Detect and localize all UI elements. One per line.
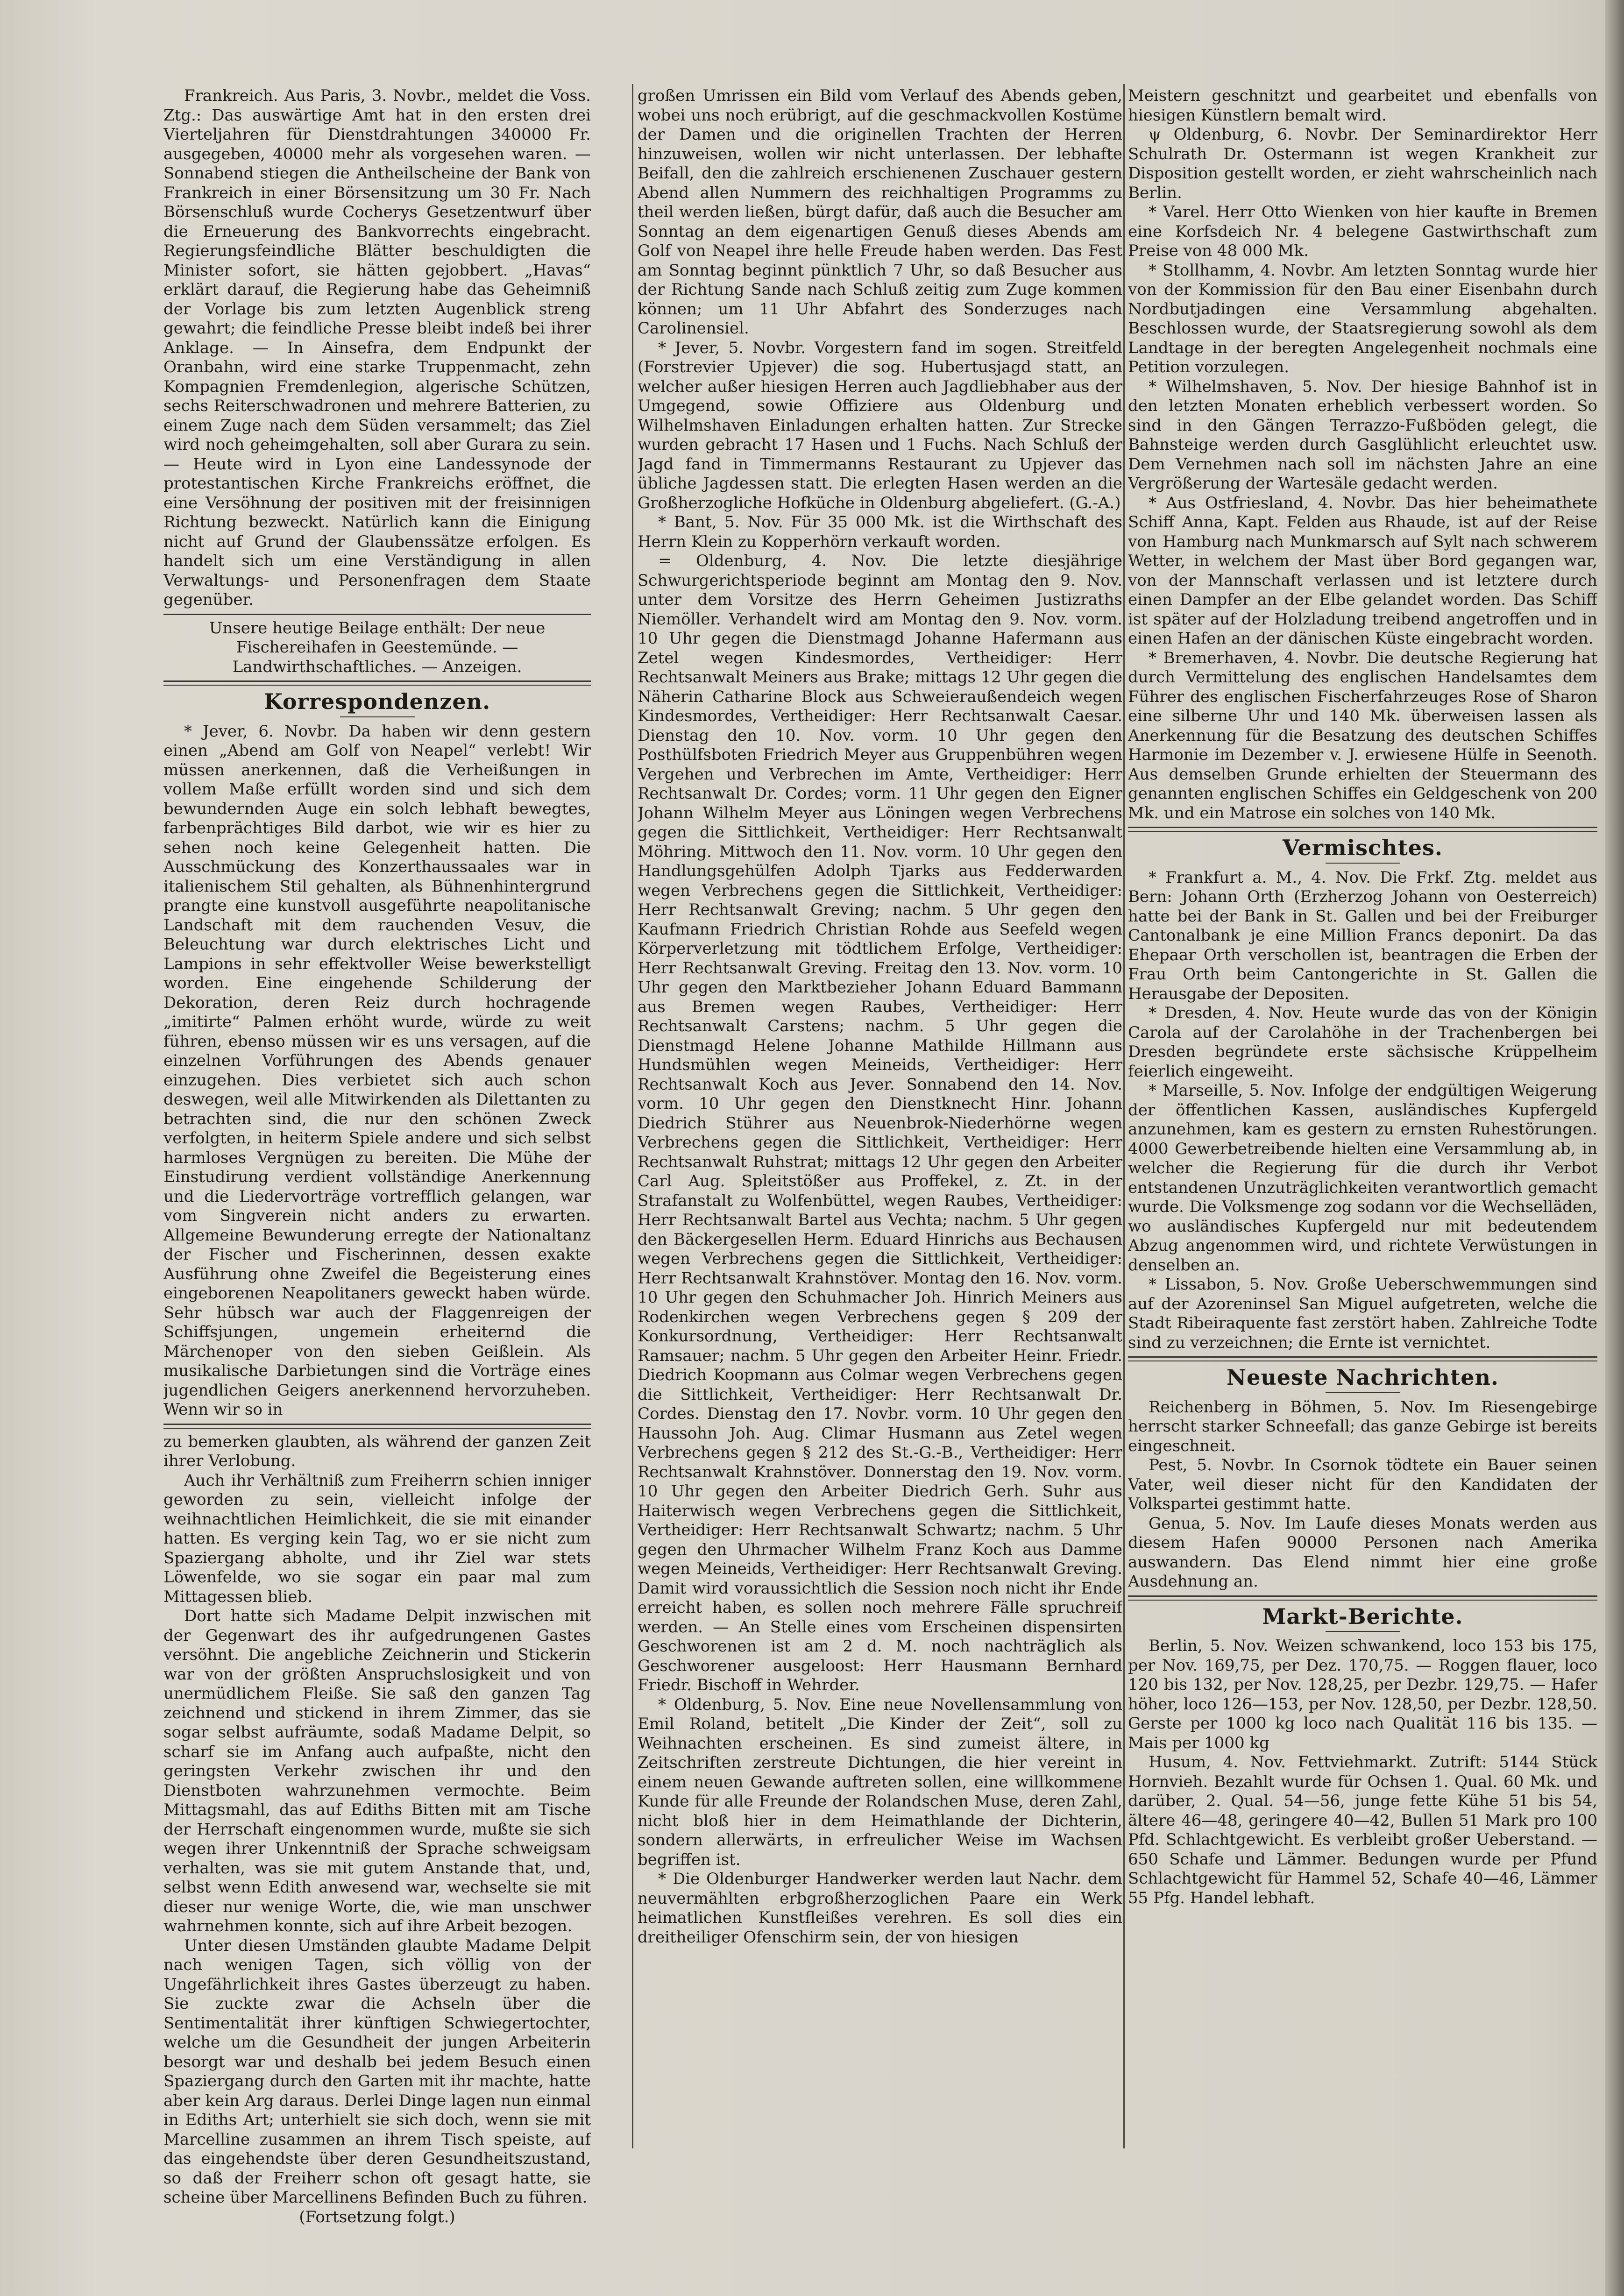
article-pest: Pest, 5. Novbr. In Csornok tödtete ein Bauer seinen Vater, weil dieser nicht für den Kandidaten der Volkspartei gestimmt hatte. — [1128, 1456, 1597, 1513]
article-marseille: * Marseille, 5. Nov. Infolge der endgültigen Weigerung der öffentlichen Kassen, ausländisches Kupfergeld anzunehmen, kam es gestern zu ernsten Ruhestörungen. 4000 Gewerbetreibende hielten eine Versammlung ab, in welcher die Regierung für die durch ihr Verbot entstandenen Unzuträglichkeiten verantwortlich gemacht wurde. Die Volksmenge zog sodann vor die Wechselläden, wo ausländisches Kupfergeld nur mit bedeutendem Abzug angenommen wird, und richtete Verwüstungen in denselben an. — [1128, 1081, 1597, 1275]
article-stollhamm: * Stollhamm, 4. Novbr. Am letzten Sonntag wurde hier von der Kommission für den Bau einer Eisenbahn durch Nordbutjadingen eine Versammlung abgehalten. Beschlossen wurde, der Staatsregierung sowohl als dem Landtage in der beregten Angelegenheit nochmals eine Petition vorzulegen. — [1128, 261, 1597, 376]
feuilleton-paragraph: zu bemerken glaubten, als während der ganzen Zeit ihrer Verlobung. — [163, 1432, 591, 1470]
article-oldenburg-seminar: ψ Oldenburg, 6. Novbr. Der Seminardirektor Herr Schulrath Dr. Ostermann ist wegen Krankheit zur Disposition gestellt worden, er zieht wahrscheinlich nach Berlin. — [1128, 125, 1597, 202]
article-bremerhaven: * Bremerhaven, 4. Novbr. Die deutsche Regierung hat durch Vermittelung des englischen Handelsamtes dem Führer des englischen Fischerfahrzeuges Rose of Sharon eine silberne Uhr und 140 Mk. überweisen lassen als Anerkennung für die Besatzung des deutschen Schiffes Harmonie im Dezember v. J. erwiesene Hülfe in Seenoth. Aus demselben Grunde erhielten der Steuermann des genannten englischen Schiffes ein Geldgeschenk von 200 Mk. und ein Matrose ein solches von 140 Mk. — [1128, 648, 1597, 822]
divider — [1128, 827, 1597, 832]
article-varel: * Varel. Herr Otto Wienken von hier kaufte in Bremen eine Korfsdeich Nr. 4 belegene Gastwirthschaft zum Preise von 48 000 Mk. — [1128, 203, 1597, 260]
section-heading-markt: Markt-Berichte. — [1262, 1603, 1463, 1629]
article-jever-jagd: * Jever, 5. Novbr. Vorgestern fand im sogen. Streitfeld (Forstrevier Upjever) die sog. Hubertusjagd statt, an welcher außer hiesigen Herren auch Jagdliebhaber aus der Umgegend, sowie Offiziere aus Oldenburg und Wilhelmshaven Einladungen erhalten hatten. Zur Strecke wurden gebracht 17 Hasen und 1 Fuchs. Nach Schluß der Jagd fand in Timmermanns Restaurant zu Upjever das übliche Jagdessen statt. Die erlegten Hasen werden an die Großherzogliche Hofküche in Oldenburg abgeliefert. (G.-A.) — [638, 338, 1122, 512]
heading-underline — [340, 716, 415, 717]
page-binding-edge — [1605, 0, 1624, 2296]
divider — [163, 680, 591, 686]
article-reichenberg: Reichenberg in Böhmen, 5. Nov. Im Riesengebirge herrscht starker Schneefall; das ganze Gebirge ist bereits eingeschneit. — [1128, 1397, 1597, 1455]
market-husum: Husum, 4. Nov. Fettviehmarkt. Zutrift: 5144 Stück Hornvieh. Bezahlt wurde für Ochsen 1. Qual. 60 Mk. und darüber, 2. Qual. 54—56, junge fette Kühe 51 bis 54, ältere 46—48, geringere 40—42, Bullen 51 Mark pro 100 Pfd. Schlachtgewicht. Es verbleibt großer Ueberstand. — 650 Schafe und Lämmer. Bedungen wurde per Pfund Schlachtgewicht für Hammel 52, Schafe 40—46, Lämmer 55 Pfg. Handel lebhaft. — [1128, 1753, 1597, 1907]
section-heading-korrespondenzen: Korrespondenzen. — [263, 689, 491, 714]
column-rule-2 — [1123, 84, 1125, 2148]
article-wilhelmshaven: * Wilhelmshaven, 5. Nov. Der hiesige Bahnhof ist in den letzten Monaten erheblich verbessert worden. So sind in den Gängen Terrazzo-Fußböden gelegt, die Bahnsteige werden durch Gasglühlicht erleuchtet usw. Dem Vernehmen nach soll im nächsten Jahre an eine Vergrößerung der Wartesäle gedacht werden. — [1128, 377, 1597, 493]
article-dresden: * Dresden, 4. Nov. Heute wurde das von der Königin Carola auf der Carolahöhe in der Trachenbergen bei Dresden begründete erste sächsische Krüppelheim feierlich eingeweiht. — [1128, 1004, 1597, 1081]
article-frankreich: Frankreich. Aus Paris, 3. Novbr., meldet die Voss. Ztg.: Das auswärtige Amt hat in den ersten drei Vierteljahren für Dienstdrahtungen 340000 Fr. ausgegeben, 40000 mehr als vorgesehen waren. — Sonnabend stiegen die Antheilscheine der Bank von Frankreich in einer Börsensitzung um 30 Fr. Nach Börsenschluß wurde Cocherys Gesetzentwurf über die Erneuerung des Bankvorrechts eingebracht. Regierungsfeindliche Blätter beschuldigten die Minister sofort, sie hätten gejobbert. „Havas“ erklärt darauf, die Regierung habe das Geheimniß der Vorlage bis zum letzten Augenblick streng gewahrt; die feindliche Presse bleibt indeß bei ihrer Anklage. — In Ainsefra, dem Endpunkt der Oranbahn, wird eine starke Truppenmacht, zehn Kompagnien Fremdenlegion, algerische Schützen, sechs Reiterschwadronen und mehrere Batterien, zu einem Zuge nach dem Süden versammelt; das Ziel wird noch geheimgehalten, soll aber Gurara zu sein. — Heute wird in Lyon eine Landessynode der protestantischen Kirche Frankreichs eröffnet, die eine Versöhnung der positiven mit der freisinnigen Richtung bezweckt. Natürlich kann die Einigung nicht auf Grund der Glaubenssätze erfolgen. Es handelt sich um eine Verständigung in allen Verwaltungs- und Personenfragen dem Staate gegenüber. — [163, 86, 591, 609]
article-oldenburg-novellen: * Oldenburg, 5. Nov. Eine neue Novellensammlung von Emil Roland, betitelt „Die Kinder der Zeit“, soll zu Weihnachten erscheinen. Es sind zumeist ältere, in Zeitschriften zerstreute Dichtungen, die hier vereint in einem neuen Gewande auftreten sollen, eine willkommene Kunde für alle Freunde der Rolandschen Muse, deren Zahl, nicht bloß hier in dem Heimathlande der Dichterin, sondern allerwärts, in erfreulicher Weise im Wachsen begriffen ist. — [638, 1695, 1122, 1869]
article-ostfriesland: * Aus Ostfriesland, 4. Novbr. Das hier beheimathete Schiff Anna, Kapt. Felden aus Rhaude, ist auf der Reise von Hamburg nach Munkmarsch auf Sylt nach schwerem Wetter, in welchem der Mast über Bord gegangen war, von der Mannschaft verlassen und ist letztere durch einen Dampfer an der Elbe gelandet worden. Das Schiff ist später auf der Holzladung treibend angetroffen und in einen Hafen an der dänischen Küste eingebracht worden. — [1128, 493, 1597, 648]
article-jever-continued: großen Umrissen ein Bild vom Verlauf des Abends geben, wobei uns noch erübrigt, auf die geschmackvollen Kostüme der Damen und die originellen Trachten der Herren hinzuweisen, wollen wir nicht unterlassen. Der lebhafte Beifall, den die zahlreich erschienenen Zuschauer gestern Abend allen Nummern des reichhaltigen Programms zu theil werden ließen, bürgt dafür, daß auch die Besucher am Sonntag an dem eigenartigen Genuß dieses Abends am Golf von Neapel ihre helle Freude haben werden. Das Fest am Sonntag beginnt pünktlich 7 Uhr, so daß Besucher aus der Richtung Sande nach Schluß zeitig zum Zuge kommen können; um 11 Uhr Abfahrt des Sonderzuges nach Carolinensiel. — [638, 86, 1122, 338]
divider — [163, 614, 591, 615]
article-jever: * Jever, 6. Novbr. Da haben wir denn gestern einen „Abend am Golf von Neapel“ verlebt! Wir müssen anerkennen, daß die Verheißungen in vollem Maße erfüllt worden sind und sich dem bewundernden Auge ein solch lebhaft bewegtes, farbenprächtiges Bild darbot, wie wir es hier zu sehen noch keine Gelegenheit hatten. Die Ausschmückung des Konzerthaussaales war in italienischem Stil gehalten, als Bühnenhintergrund prangte eine kunstvoll ausgeführte neapolitanische Landschaft mit dem rauchenden Vesuv, die Beleuchtung war durch elektrisches Licht und Lampions in sehr effektvoller Weise bewerkstelligt worden. Eine eingehende Schilderung der Dekoration, deren Reiz durch hochragende „imitirte“ Palmen erhöht wurde, würde zu weit führen, ebenso müssen wir es uns versagen, auf die einzelnen Vorführungen des Abends genauer einzugehen. Dies verbietet sich auch schon deswegen, weil alle Mitwirkenden als Dilettanten zu betrachten sind, die nur den schönen Zweck verfolgten, in heiterm Spiele andere und sich selbst harmloses Vergnügen zu bereiten. Die Mühe der Einstudirung verdient vollständige Anerkennung und die Liedervorträge vortrefflich gelangen, war vom Singverein nicht anders zu erwarten. Allgemeine Bewunderung erregte der Nationaltanz der Fischer und Fischerinnen, dessen exakte Ausführung ohne Zweifel die Begeisterung eines eingeborenen Neapolitaners geweckt haben würde. Sehr hübsch war auch der Flaggenreigen der Schiffsjungen, ungemein erheiternd die Märchenoper von den sieben Geißlein. Als musikalische Darbietungen sind die Vorträge eines jugendlichen Geigers anerkennend hervorzuheben. Wenn wir so in — [163, 722, 591, 1419]
article-oldenburg-schwurgericht: = Oldenburg, 4. Nov. Die letzte diesjährige Schwurgerichtsperiode beginnt am Montag den 9. Nov. unter dem Vorsitze des Herrn Geheimen Justizraths Niemöller. Verhandelt wird am Montag den 9. Nov. vorm. 10 Uhr gegen die Dienstmagd Johanne Hafermann aus Zetel wegen Kindesmordes, Vertheidiger: Herr Rechtsanwalt Meiners aus Brake; mittags 12 Uhr gegen die Näherin Catharine Block aus Schweieraußendeich wegen Kindesmordes, Vertheidiger: Herr Rechtsanwalt Caesar. Dienstag den 10. Nov. vorm. 10 Uhr gegen den Posthülfsboten Friedrich Meyer aus Gruppenbühren wegen Vergehen und Verbrechen im Amte, Vertheidiger: Herr Rechtsanwalt Dr. Cordes; vorm. 11 Uhr gegen den Eigner Johann Wilhelm Meyer aus Löningen wegen Verbrechens gegen die Sittlichkeit, Vertheidiger: Herr Rechtsanwalt Möhring. Mittwoch den 11. Nov. vorm. 10 Uhr gegen den Handlungsgehülfen Adolph Tjarks aus Fedderwarden wegen Verbrechens gegen die Sittlichkeit, Vertheidiger: Herr Rechtsanwalt Greving; nachm. 5 Uhr gegen den Kaufmann Friedrich Christian Rohde aus Seefeld wegen Körperverletzung mit tödtlichem Erfolge, Vertheidiger: Herr Rechtsanwalt Greving. Freitag den 13. Nov. vorm. 10 Uhr gegen den Marktbezieher Johann Eduard Bammann aus Bremen wegen Raubes, Vertheidiger: Herr Rechtsanwalt Carstens; nachm. 5 Uhr gegen die Dienstmagd Helene Johanne Mathilde Hillmann aus Hundsmühlen wegen Meineids, Vertheidiger: Herr Rechtsanwalt Koch aus Jever. Sonnabend den 14. Nov. vorm. 10 Uhr gegen den Dienstknecht Hinr. Johann Diedrich Stührer aus Neuenbrok-Niederhörne wegen Verbrechens gegen die Sittlichkeit, Vertheidiger: Herr Rechtsanwalt Ruhstrat; mittags 12 Uhr gegen den Arbeiter Carl Aug. Spleitstößer aus Proffekel, z. Zt. in der Strafanstalt zu Wolfenbüttel, wegen Raubes, Vertheidiger: Herr Rechtsanwalt Bartel aus Vechta; nachm. 5 Uhr gegen den Bäckergesellen Herm. Eduard Hinrichs aus Bechausen wegen Verbrechens gegen die Sittlichkeit, Vertheidiger: Herr Rechtsanwalt Krahnstöver. Montag den 16. Nov. vorm. 10 Uhr gegen den Schuhmacher Joh. Hinrich Meiners aus Rodenkirchen wegen Verbrechens gegen § 209 der Konkursordnung, Vertheidiger: Herr Rechtsanwalt Ramsauer; nachm. 5 Uhr gegen den Arbeiter Heinr. Friedr. Diedrich Koopmann aus Colmar wegen Verbrechens gegen die Sittlichkeit, Vertheidiger: Herr Rechtsanwalt Dr. Cordes. Dienstag den 17. Novbr. vorm. 10 Uhr gegen den Haussohn Joh. Aug. Climar Husmann aus Zetel wegen Verbrechens gegen § 212 des St.-G.-B., Vertheidiger: Herr Rechtsanwalt Krahnstöver. Donnerstag den 19. Nov. vorm. 10 Uhr gegen den Arbeiter Diedrich Gerh. Suhr aus Haiterwisch wegen Verbrechens gegen die Sittlichkeit, Vertheidiger: Herr Rechtsanwalt Schwartz; nachm. 5 Uhr gegen den Uhrmacher Wilhelm Franz Koch aus Damme wegen Meineids, Vertheidiger: Herr Rechtsanwalt Greving. Damit wird voraussichtlich die Session noch nicht ihr Ende erreicht haben, es sollen noch mehrere Fälle spruchreif werden. — An Stelle eines vom Erscheinen dispensirten Geschworenen ist am 2 d. M. noch nachträglich als Geschworener ausgeloost: Herr Hausmann Bernhard Friedr. Bischoff in Wehrder. — [638, 552, 1122, 1694]
column-rule-1 — [632, 84, 633, 2148]
section-heading-neueste: Neueste Nachrichten. — [1227, 1365, 1499, 1390]
divider — [1128, 1356, 1597, 1361]
feuilleton-paragraph: Auch ihr Verhältniß zum Freiherrn schien inniger geworden zu sein, vielleicht infolge der weihnachtlichen Heimlichkeit, die sie mit einander hatten. Es verging kein Tag, wo er sie nicht zum Spaziergang abholte, und ihr Ziel war stets Löwenfelde, wo sie sogar ein paar mal zum Mittagessen blieb. — [163, 1471, 591, 1606]
heading-underline — [1326, 1392, 1400, 1393]
heading-underline — [1326, 1631, 1400, 1632]
market-berlin: Berlin, 5. Nov. Weizen schwankend, loco 153 bis 175, per Nov. 169,75, per Dez. 170,75. — Roggen flauer, loco 120 bis 132, per Nov. 128,25, per Dezbr. 129,75. — Hafer höher, loco 126—153, per Nov. 128,50, per Dezbr. 128,50. Gerste per 1000 kg loco nach Qualität 116 bis 135. — Mais per 1000 kg — [1128, 1637, 1597, 1752]
beilage-notice: Unsere heutige Beilage enthält: Der neue Fischereihafen in Geestemünde. — Landwirthschaftliches. — Anzeigen. — [209, 618, 546, 676]
article-genua: Genua, 5. Nov. Im Laufe dieses Monats werden aus diesem Hafen 90000 Personen nach Amerika auswandern. Das Elend nimmt hier eine große Ausdehnung an. — [1128, 1514, 1597, 1591]
article-frankfurt: * Frankfurt a. M., 4. Nov. Die Frkf. Ztg. meldet aus Bern: Johann Orth (Erzherzog Johann von Oesterreich) hatte bei der Bank in St. Gallen und bei der Freiburger Cantonalbank je eine Million Francs deponirt. Da das Ehepaar Orth verschollen ist, beantragen die Erben der Frau Orth beim Cantongerichte in St. Gallen die Herausgabe der Depositen. — [1128, 868, 1597, 1003]
feuilleton-paragraph: Unter diesen Umständen glaubte Madame Delpit nach wenigen Tagen, sich völlig von der Ungefährlichkeit ihres Gastes überzeugt zu haben. Sie zuckte zwar die Achseln über die Sentimentalität ihrer künftigen Schwiegertochter, welche um die Gesundheit der jungen Arbeiterin besorgt war und deshalb bei jedem Besuch einen Spaziergang durch den Garten mit ihr machte, hatte aber kein Arg daraus. Derlei Dinge lagen nun einmal in Ediths Art; unterhielt sie sich doch, wenn sie mit Marcelline zusammen an ihrem Tisch speiste, auf das eingehendste über deren Gesundheitszustand, so daß der Freiherr schon oft gesagt hatte, sie scheine über Marcellinens Befinden Buch zu führen. — [163, 1936, 591, 2207]
feuilleton-divider — [163, 1424, 591, 1429]
article-bant: * Bant, 5. Nov. Für 35 000 Mk. ist die Wirthschaft des Herrn Klein zu Kopperhörn verkauft worden. — [638, 513, 1122, 551]
column-1 — [163, 86, 591, 2282]
column-2 — [638, 86, 1122, 2282]
article-lissabon: * Lissabon, 5. Nov. Große Ueberschwemmungen sind auf der Azoreninsel San Miguel aufgetreten, welche die Stadt Ribeiraquente fast zerstört haben. Zahlreiche Todte sind zu verzeichnen; die Ernte ist vernichtet. — [1128, 1275, 1597, 1352]
article-handwerker-continued: Meistern geschnitzt und gearbeitet und ebenfalls von hiesigen Künstlern bemalt wird. — [1128, 86, 1597, 125]
article-handwerker: * Die Oldenburger Handwerker werden laut Nachr. dem neuvermählten erbgroßherzoglichen Paare ein Werk heimatlichen Kunstfleißes verehren. Es soll dies ein dreitheiliger Ofenschirm sein, der von hiesigen — [638, 1870, 1122, 1947]
column-3 — [1128, 86, 1597, 2282]
feuilleton-paragraph: Dort hatte sich Madame Delpit inzwischen mit der Gegenwart des ihr aufgedrungenen Gastes versöhnt. Die angebliche Zeichnerin und Stickerin war von der größten Anspruchslosigkeit und von unermüdlichem Fleiße. Sie saß den ganzen Tag zeichnend und stickend in ihrem Zimmer, das sie sogar selbst aufräumte, sodaß Madame Delpit, so scharf sie im Anfang auch aufpaßte, nicht den geringsten Verkehr zwischen ihr und den Dienstboten wahrzunehmen vermochte. Beim Mittagsmahl, das auf Ediths Bitten mit am Tische der Herrschaft eingenommen wurde, mußte sie sich wegen ihrer Unkenntniß der Sprache schweigsam verhalten, was sie mit gutem Anstande that, und, selbst wenn Edith anwesend war, wechselte sie mit dieser nur wenige Worte, die, wie man unschwer wahrnehmen konnte, sich auf ihre Arbeit bezogen. — [163, 1607, 591, 1935]
heading-underline — [1326, 863, 1400, 864]
fortsetzung-note: (Fortsetzung folgt.) — [299, 2207, 455, 2226]
divider — [1128, 1595, 1597, 1601]
section-heading-vermischtes: Vermischtes. — [1283, 835, 1443, 860]
